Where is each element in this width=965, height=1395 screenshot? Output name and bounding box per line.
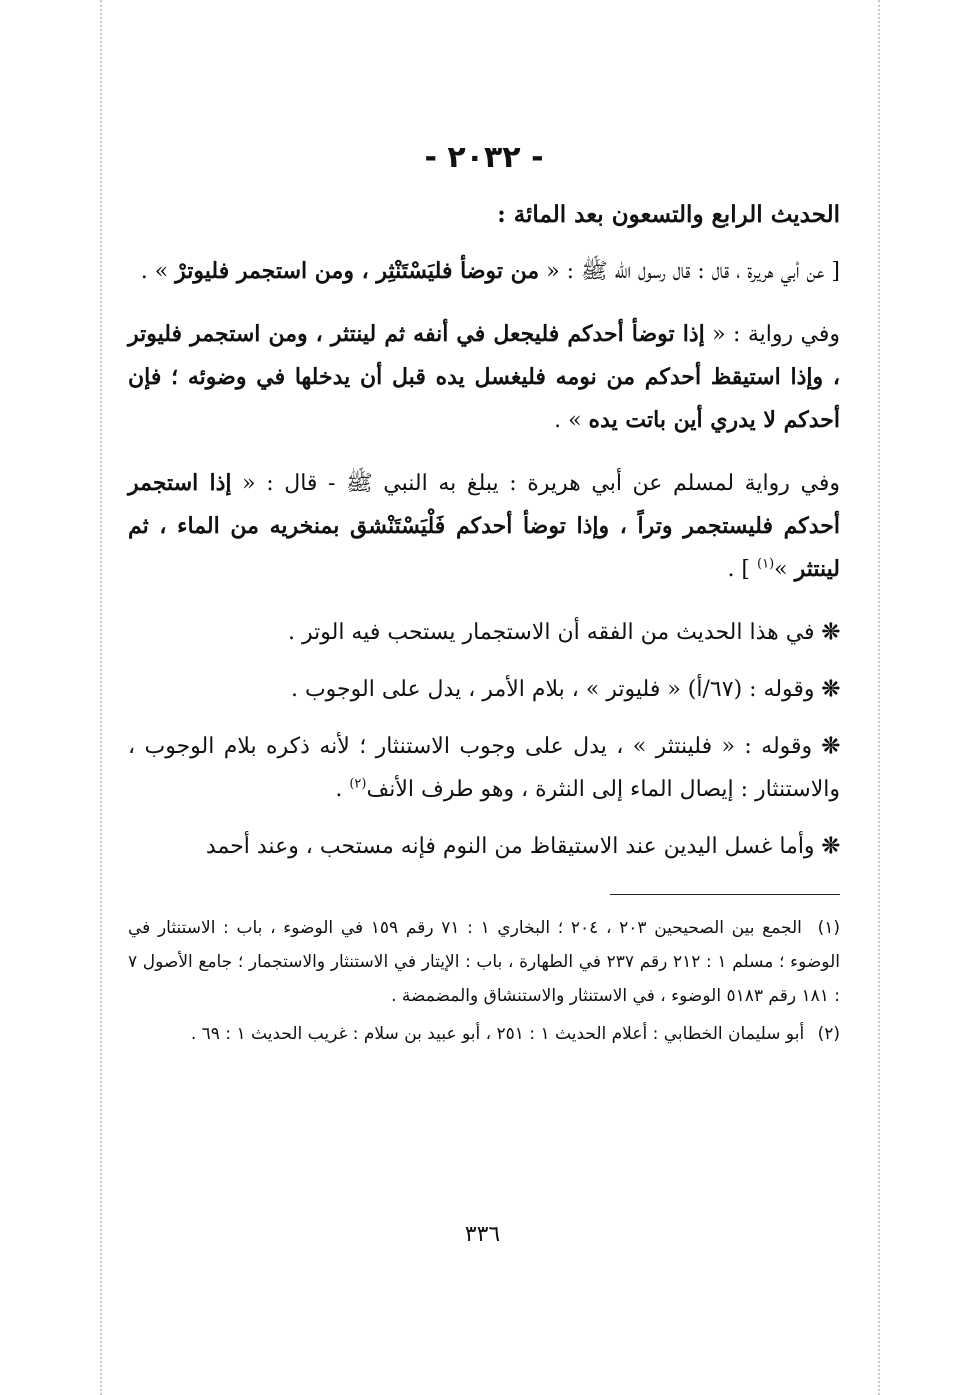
- footnote-2: [128, 1017, 840, 1051]
- paragraph-1-hadith: من توضأ فليَسْتَنْثِر ، ومن استجمر فليوترْ: [175, 258, 540, 284]
- document-page: [128, 140, 840, 1055]
- bullet-item: [128, 611, 840, 654]
- footnote-separator-wrap: [128, 894, 840, 895]
- paragraph-1-end: » .: [140, 259, 176, 284]
- footnote-ref-2: (٢): [349, 776, 367, 792]
- bullet-text: وأما غسل اليدين عند الاستيقاظ من النوم فإنه مستحب ، وعند أحمد: [205, 834, 815, 859]
- footnote-ref-1: (١): [757, 556, 775, 572]
- paragraph-3: [128, 462, 840, 591]
- bullet-item: [128, 668, 840, 711]
- hadith-number: - ٢٠٣٢ -: [424, 140, 544, 175]
- paragraph-1-intro: [ عن أبي هريرة ، قال : قال رسول الله ﷺ : «: [539, 259, 840, 284]
- section-title: الحديث الرابع والتسعون بعد المائة :: [497, 201, 840, 228]
- footnote-separator: [610, 894, 840, 895]
- bullet-item: [128, 825, 840, 868]
- paragraph-3-end: »: [774, 557, 795, 582]
- footnote-number: (١): [817, 918, 841, 938]
- paragraph-2: [128, 313, 840, 442]
- star-bullet-icon: ❊: [821, 733, 840, 759]
- paragraph-2-intro: وفي رواية : «: [704, 322, 840, 347]
- footnote-text: أبو سليمان الخطابي : أعلام الحديث ١ : ٢٥١ ، أبو عبيد بن سلام : غريب الحديث ١ : ٦٩ .: [190, 1024, 805, 1044]
- footnote-text: الجمع بين الصحيحين ٢٠٣ ، ٢٠٤ ؛ البخاري ١ : ٧١ رقم ١٥٩ في الوضوء ، باب : الاستنثار في الوضوء ؛ مسلم ١ : ٢١٢ رقم ٢٣٧ في الطهارة ، باب : الإيتار في الاستنثار والاستجمار ؛ جامع الأصول ٧ : ١٨١ رقم ٥١٨٣ الوضوء ، في الاستنثار والاستنشاق والمضمضة .: [128, 918, 840, 1006]
- bullet-end: .: [335, 777, 350, 802]
- bullet-text: وقوله : (٦٧/أ) « فليوتر » ، بلام الأمر ، يدل على الوجوب .: [290, 677, 815, 702]
- paragraph-3-close: ] .: [727, 557, 757, 582]
- paragraph-3-intro: وفي رواية لمسلم عن أبي هريرة : يبلغ به النبي ﷺ - قال : «: [231, 471, 840, 496]
- footnote-1: [128, 911, 840, 1013]
- bullet-text: في هذا الحديث من الفقه أن الاستجمار يستحب فيه الوتر .: [288, 620, 815, 645]
- paragraph-2-hadith: إذا توضأ أحدكم فليجعل في أنفه ثم لينتثر ، ومن استجمر فليوتر ، وإذا استيقظ أحدكم من نومه فليغسل يده قبل أن يدخلها في وضوئه ؛ فإن أحدكم لا يدري أين باتت يده: [128, 321, 840, 433]
- bullet-item: [128, 725, 840, 811]
- footnote-number: (٢): [817, 1024, 840, 1044]
- paragraph-2-end: » .: [554, 408, 589, 433]
- star-bullet-icon: ❊: [821, 676, 840, 702]
- bullet-text: وقوله : « فلينتثر » ، يدل على وجوب الاستنثار ؛ لأنه ذكره بلام الوجوب ، والاستنثار : إيصال الماء إلى النثرة ، وهو طرف الأنف: [128, 734, 840, 802]
- paragraph-3-hadith: إذا استجمر أحدكم فليستجمر وتراً ، وإذا توضأ أحدكم فَلْيَسْتَنْشق بمنخريه من الماء ، ثم لينتثر: [128, 470, 840, 582]
- scan-edge-right: [878, 0, 880, 1395]
- page-number: ٣٣٦: [464, 1222, 501, 1247]
- star-bullet-icon: ❊: [821, 833, 840, 859]
- paragraph-1: [128, 250, 840, 293]
- star-bullet-icon: ❊: [821, 619, 840, 645]
- scan-edge-left: [100, 0, 102, 1395]
